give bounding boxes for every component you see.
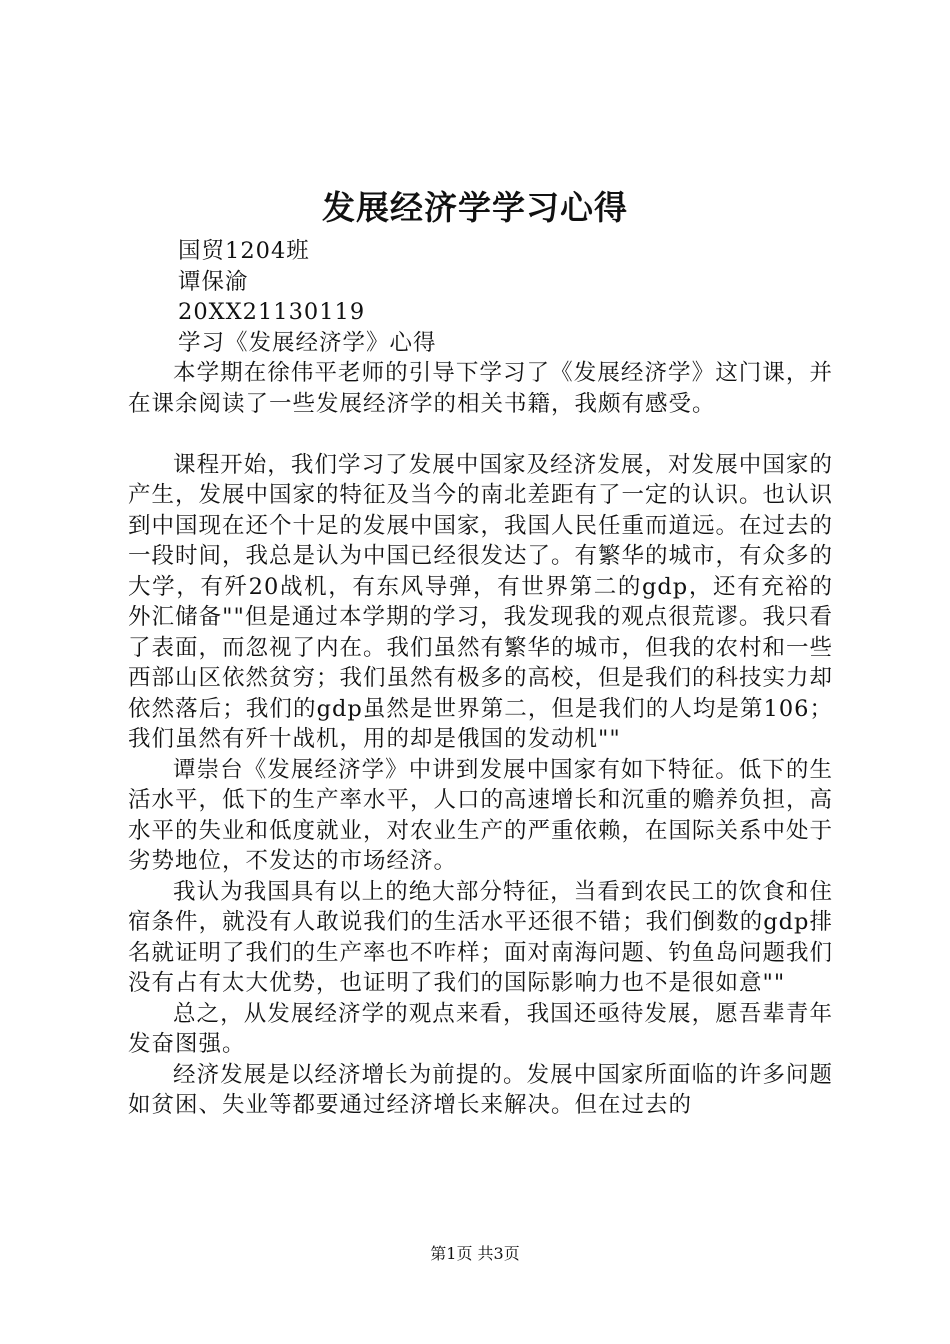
paragraph-intro: 本学期在徐伟平老师的引导下学习了《发展经济学》这门课，并在课余阅读了一些发展经济学的相关书籍，我颇有感受。 — [128, 360, 833, 417]
paragraph-opinion: 我认为我国具有以上的绝大部分特征，当看到农民工的饮食和住宿条件，就没有人敢说我们的生活水平还很不错；我们倒数的gdp排名就证明了我们的生产率也不咋样；面对南海问题、钓鱼岛问题我们没有占有太大优势，也证明了我们的国际影响力也不是很如意"" — [128, 878, 834, 996]
paragraph-growth: 经济发展是以经济增长为前提的。发展中国家所面临的许多问题如贫困、失业等都要通过经济增长来解决。但在过去的 — [128, 1061, 833, 1118]
paragraph-conclusion: 总之，从发展经济学的观点来看，我国还亟待发展，愿吾辈青年发奋图强。 — [128, 1000, 833, 1057]
paragraph-spacer — [128, 419, 833, 450]
document-body — [128, 236, 833, 1121]
author-name: 谭保渝 — [178, 268, 249, 295]
document-title: 发展经济学学习心得 — [322, 188, 628, 227]
paragraph-characteristics: 谭崇台《发展经济学》中讲到发展中国家有如下特征。低下的生活水平，低下的生产率水平，人口的高速增长和沉重的赡养负担，高水平的失业和低度就业，对农业生产的严重依赖，在国际关系中处于劣势地位，不发达的市场经济。 — [128, 756, 834, 874]
student-id: 20XX21130119 — [178, 299, 366, 325]
class-name: 国贸1204班 — [178, 238, 310, 264]
essay-subtitle: 学习《发展经济学》心得 — [178, 329, 437, 356]
paragraph-course-start: 课程开始，我们学习了发展中国家及经济发展，对发展中国家的产生，发展中国家的特征及当今的南北差距有了一定的认识。也认识到中国现在还个十足的发展中国家，我国人民任重而道远。在过去的一段时间，我总是认为中国已经很发达了。有繁华的城市，有众多的大学，有歼20战机，有东风导弹，有世界第二的gdp，还有充裕的外汇储备""但是通过本学期的学习，我发现我的观点很荒谬。我只看了表面，而忽视了内在。我们虽然有繁华的城市，但我的农村和一些西部山区依然贫穷；我们虽然有极多的高校，但是我们的科技实力却依然落后；我们的gdp虽然是世界第二，但是我们的人均是第106；我们虽然有歼十战机，用的却是俄国的发动机"" — [128, 451, 834, 752]
page-number: 第1页 共3页 — [430, 1244, 520, 1263]
